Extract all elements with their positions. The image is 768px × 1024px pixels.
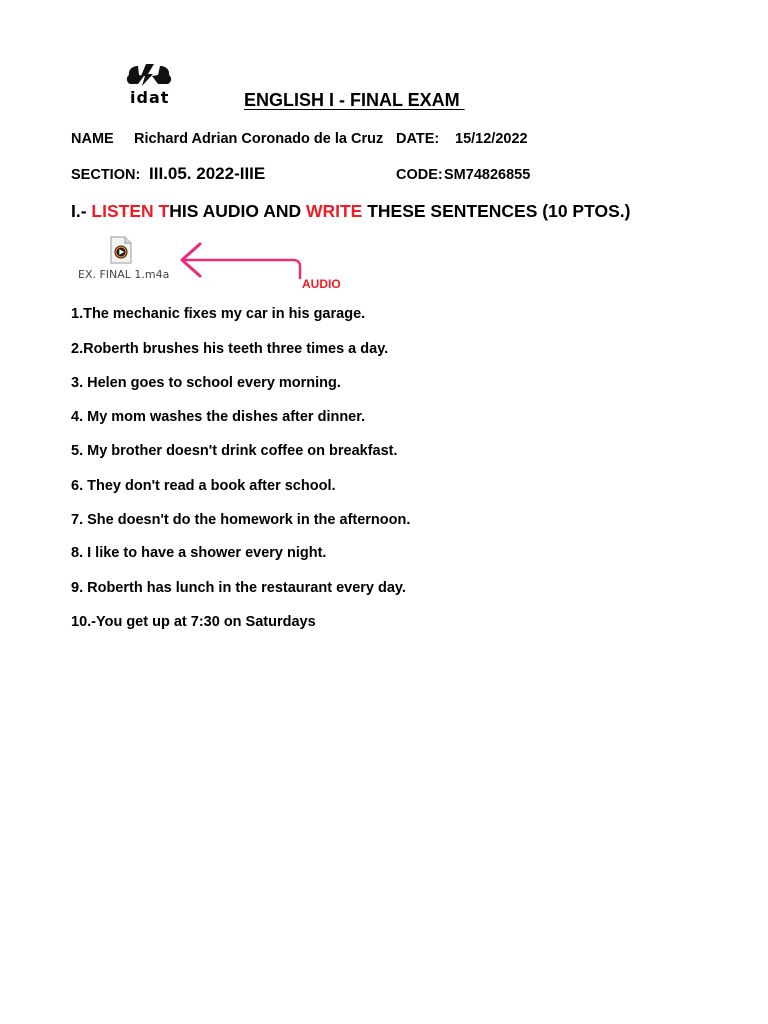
code-label: CODE: xyxy=(396,167,443,183)
instruction-middle: HIS AUDIO AND xyxy=(169,201,306,221)
sentence-10: 10.-You get up at 7:30 on Saturdays xyxy=(71,614,316,630)
instruction-listen: LISTEN T xyxy=(91,201,170,221)
idat-logo xyxy=(108,58,206,108)
sentence-5: 5. My brother doesn't drink coffee on breakfast. xyxy=(71,443,398,459)
code-value: SM74826855 xyxy=(444,167,531,183)
sentence-7: 7. She doesn't do the homework in the afternoon. xyxy=(71,512,411,528)
section-label: SECTION: xyxy=(71,167,141,183)
section-value: III.05. 2022-IIIE xyxy=(149,164,266,183)
audio-label: AUDIO xyxy=(302,277,341,291)
sentence-9: 9. Roberth has lunch in the restaurant every day. xyxy=(71,580,406,596)
date-label: DATE: xyxy=(396,131,440,147)
instruction-heading xyxy=(71,201,630,222)
instruction-prefix: I.- xyxy=(71,201,92,221)
sentence-6: 6. They don't read a book after school. xyxy=(71,478,336,494)
page-title: ENGLISH I - FINAL EXAM xyxy=(244,90,465,110)
sentence-2: 2.Roberth brushes his teeth three times a day. xyxy=(71,341,389,357)
audio-file-name: EX. FINAL 1.m4a xyxy=(78,268,170,281)
instruction-suffix: THESE SENTENCES (10 PTOS.) xyxy=(362,201,631,221)
arrow-pointer-icon xyxy=(176,236,308,286)
name-value: Richard Adrian Coronado de la Cruz xyxy=(134,131,384,147)
sentence-8: 8. I like to have a shower every night. xyxy=(71,545,327,561)
sentence-4: 4. My mom washes the dishes after dinner. xyxy=(71,409,366,425)
name-label: NAME xyxy=(71,131,114,147)
date-value: 15/12/2022 xyxy=(455,131,528,147)
instruction-write: WRITE xyxy=(305,201,363,221)
audio-file-icon xyxy=(110,236,132,264)
logo-text: idat xyxy=(130,88,170,107)
audio-attachment[interactable] xyxy=(78,236,178,286)
sentence-3: 3. Helen goes to school every morning. xyxy=(71,375,341,391)
sentence-1: 1.The mechanic fixes my car in his garage. xyxy=(71,306,366,322)
